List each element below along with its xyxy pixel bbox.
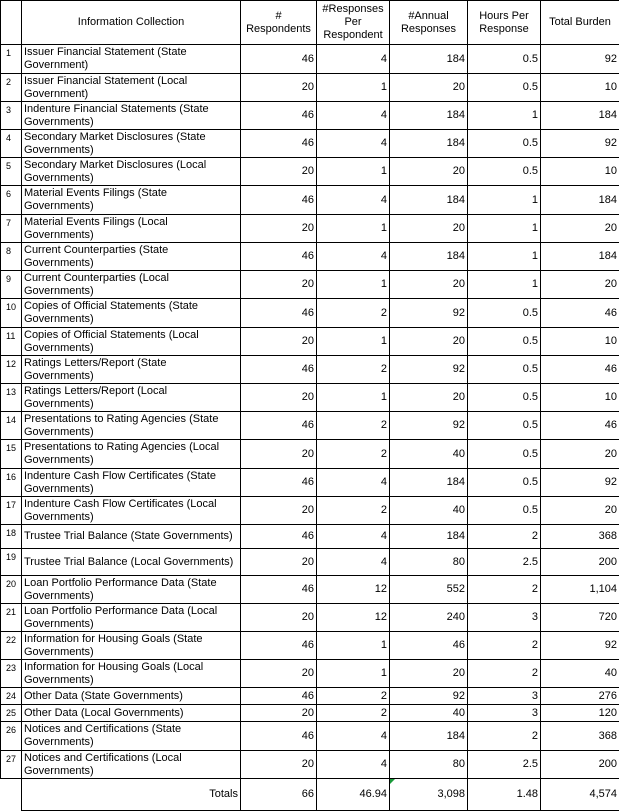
row-annual: 92 bbox=[390, 299, 468, 328]
row-annual: 552 bbox=[390, 576, 468, 604]
row-respondents: 46 bbox=[241, 102, 317, 130]
row-burden: 92 bbox=[541, 130, 619, 158]
row-hours: 2 bbox=[468, 660, 541, 688]
corner-cell bbox=[1, 1, 22, 45]
row-annual: 184 bbox=[390, 130, 468, 158]
row-hours: 0.5 bbox=[468, 497, 541, 525]
table-row bbox=[1, 130, 619, 158]
header-respondents: # Respondents bbox=[241, 1, 317, 45]
row-number: 26 bbox=[1, 722, 22, 751]
row-responses-per: 1 bbox=[317, 74, 390, 102]
row-label: Indenture Financial Statements (State Governments) bbox=[22, 102, 241, 130]
row-annual: 184 bbox=[390, 45, 468, 74]
row-respondents: 46 bbox=[241, 45, 317, 74]
row-number: 27 bbox=[1, 751, 22, 779]
row-responses-per: 2 bbox=[317, 705, 390, 722]
row-number: 16 bbox=[1, 469, 22, 497]
row-responses-per: 4 bbox=[317, 751, 390, 779]
row-respondents: 46 bbox=[241, 243, 317, 271]
row-responses-per: 12 bbox=[317, 604, 390, 632]
row-annual: 92 bbox=[390, 356, 468, 384]
table-row bbox=[1, 722, 619, 751]
row-annual: 20 bbox=[390, 158, 468, 186]
row-responses-per: 4 bbox=[317, 243, 390, 271]
row-number: 20 bbox=[1, 576, 22, 604]
row-burden: 10 bbox=[541, 74, 619, 102]
row-respondents: 20 bbox=[241, 549, 317, 576]
table-row bbox=[1, 705, 619, 722]
row-respondents: 20 bbox=[241, 751, 317, 779]
row-annual: 46 bbox=[390, 632, 468, 660]
table-row bbox=[1, 751, 619, 779]
table-row bbox=[1, 576, 619, 604]
row-annual: 20 bbox=[390, 74, 468, 102]
row-responses-per: 4 bbox=[317, 722, 390, 751]
row-hours: 0.5 bbox=[468, 299, 541, 328]
row-responses-per: 2 bbox=[317, 412, 390, 440]
row-label: Copies of Official Statements (Local Governments) bbox=[22, 328, 241, 356]
row-number: 23 bbox=[1, 660, 22, 688]
row-burden: 184 bbox=[541, 186, 619, 215]
row-number: 18 bbox=[1, 525, 22, 549]
row-hours: 0.5 bbox=[468, 328, 541, 356]
row-annual: 40 bbox=[390, 705, 468, 722]
table-row bbox=[1, 45, 619, 74]
row-responses-per: 4 bbox=[317, 130, 390, 158]
row-respondents: 46 bbox=[241, 186, 317, 215]
row-hours: 0.5 bbox=[468, 130, 541, 158]
row-number: 4 bbox=[1, 130, 22, 158]
row-responses-per: 1 bbox=[317, 328, 390, 356]
row-burden: 20 bbox=[541, 271, 619, 299]
row-number: 21 bbox=[1, 604, 22, 632]
row-burden: 20 bbox=[541, 440, 619, 469]
row-label: Presentations to Rating Agencies (Local Governments) bbox=[22, 440, 241, 469]
row-responses-per: 1 bbox=[317, 632, 390, 660]
row-label: Presentations to Rating Agencies (State Governments) bbox=[22, 412, 241, 440]
row-annual: 20 bbox=[390, 271, 468, 299]
row-respondents: 46 bbox=[241, 299, 317, 328]
table-row bbox=[1, 158, 619, 186]
row-label: Loan Portfolio Performance Data (Local Governments) bbox=[22, 604, 241, 632]
row-respondents: 20 bbox=[241, 158, 317, 186]
row-responses-per: 2 bbox=[317, 688, 390, 705]
totals-annual bbox=[390, 779, 468, 811]
row-responses-per: 1 bbox=[317, 271, 390, 299]
row-burden: 1,104 bbox=[541, 576, 619, 604]
row-hours: 1 bbox=[468, 186, 541, 215]
row-number: 5 bbox=[1, 158, 22, 186]
row-annual: 92 bbox=[390, 688, 468, 705]
row-respondents: 46 bbox=[241, 688, 317, 705]
header-annual-responses: #Annual Responses bbox=[390, 1, 468, 45]
row-annual: 184 bbox=[390, 186, 468, 215]
row-number: 7 bbox=[1, 215, 22, 243]
totals-respondents: 66 bbox=[241, 779, 317, 811]
row-annual: 20 bbox=[390, 215, 468, 243]
row-hours: 2.5 bbox=[468, 549, 541, 576]
row-hours: 0.5 bbox=[468, 356, 541, 384]
row-annual: 40 bbox=[390, 497, 468, 525]
totals-row bbox=[1, 779, 619, 811]
row-annual: 80 bbox=[390, 751, 468, 779]
row-respondents: 20 bbox=[241, 74, 317, 102]
row-respondents: 46 bbox=[241, 525, 317, 549]
row-responses-per: 2 bbox=[317, 497, 390, 525]
row-hours: 2.5 bbox=[468, 751, 541, 779]
table-row bbox=[1, 215, 619, 243]
row-annual: 184 bbox=[390, 722, 468, 751]
row-label: Material Events Filings (State Governments) bbox=[22, 186, 241, 215]
row-label: Copies of Official Statements (State Governments) bbox=[22, 299, 241, 328]
row-burden: 92 bbox=[541, 469, 619, 497]
row-hours: 2 bbox=[468, 525, 541, 549]
row-hours: 2 bbox=[468, 722, 541, 751]
row-hours: 0.5 bbox=[468, 45, 541, 74]
table-body bbox=[1, 45, 619, 779]
row-label: Information for Housing Goals (State Governments) bbox=[22, 632, 241, 660]
row-label: Indenture Cash Flow Certificates (State Governments) bbox=[22, 469, 241, 497]
row-label: Other Data (Local Governments) bbox=[22, 705, 241, 722]
table-row bbox=[1, 384, 619, 412]
row-responses-per: 4 bbox=[317, 186, 390, 215]
row-hours: 1 bbox=[468, 271, 541, 299]
table-row bbox=[1, 412, 619, 440]
row-annual: 184 bbox=[390, 525, 468, 549]
row-respondents: 20 bbox=[241, 660, 317, 688]
row-burden: 92 bbox=[541, 45, 619, 74]
row-burden: 184 bbox=[541, 243, 619, 271]
row-number: 15 bbox=[1, 440, 22, 469]
row-label: Secondary Market Disclosures (State Governments) bbox=[22, 130, 241, 158]
row-label: Information for Housing Goals (Local Governments) bbox=[22, 660, 241, 688]
row-responses-per: 1 bbox=[317, 384, 390, 412]
row-label: Secondary Market Disclosures (Local Governments) bbox=[22, 158, 241, 186]
header-row bbox=[1, 1, 619, 45]
row-hours: 0.5 bbox=[468, 74, 541, 102]
row-burden: 368 bbox=[541, 525, 619, 549]
totals-label: Totals bbox=[22, 779, 241, 811]
table-row bbox=[1, 186, 619, 215]
table-row bbox=[1, 549, 619, 576]
row-responses-per: 4 bbox=[317, 102, 390, 130]
row-label: Current Counterparties (State Governments) bbox=[22, 243, 241, 271]
row-number: 8 bbox=[1, 243, 22, 271]
row-number: 9 bbox=[1, 271, 22, 299]
row-responses-per: 2 bbox=[317, 440, 390, 469]
row-annual: 184 bbox=[390, 469, 468, 497]
row-respondents: 46 bbox=[241, 356, 317, 384]
row-respondents: 20 bbox=[241, 705, 317, 722]
row-burden: 200 bbox=[541, 751, 619, 779]
row-burden: 40 bbox=[541, 660, 619, 688]
row-number: 1 bbox=[1, 45, 22, 74]
table-row bbox=[1, 74, 619, 102]
row-number: 22 bbox=[1, 632, 22, 660]
row-hours: 3 bbox=[468, 705, 541, 722]
row-respondents: 20 bbox=[241, 271, 317, 299]
row-responses-per: 2 bbox=[317, 356, 390, 384]
row-respondents: 46 bbox=[241, 722, 317, 751]
row-hours: 2 bbox=[468, 632, 541, 660]
row-burden: 92 bbox=[541, 632, 619, 660]
row-annual: 20 bbox=[390, 660, 468, 688]
row-respondents: 20 bbox=[241, 215, 317, 243]
row-annual: 80 bbox=[390, 549, 468, 576]
header-responses-per-respondent: #Responses Per Respondent bbox=[317, 1, 390, 45]
row-number: 12 bbox=[1, 356, 22, 384]
row-label: Other Data (State Governments) bbox=[22, 688, 241, 705]
row-burden: 276 bbox=[541, 688, 619, 705]
row-label: Issuer Financial Statement (State Government) bbox=[22, 45, 241, 74]
row-burden: 46 bbox=[541, 412, 619, 440]
totals-responses-per: 46.94 bbox=[317, 779, 390, 811]
row-annual: 92 bbox=[390, 412, 468, 440]
row-hours: 1 bbox=[468, 215, 541, 243]
row-number: 14 bbox=[1, 412, 22, 440]
totals-hours: 1.48 bbox=[468, 779, 541, 811]
row-responses-per: 1 bbox=[317, 215, 390, 243]
row-responses-per: 4 bbox=[317, 525, 390, 549]
row-respondents: 20 bbox=[241, 384, 317, 412]
row-annual: 20 bbox=[390, 384, 468, 412]
row-label: Notices and Certifications (Local Governments) bbox=[22, 751, 241, 779]
row-label: Ratings Letters/Report (State Governments) bbox=[22, 356, 241, 384]
table-row bbox=[1, 688, 619, 705]
row-hours: 0.5 bbox=[468, 384, 541, 412]
row-burden: 10 bbox=[541, 158, 619, 186]
row-label: Trustee Trial Balance (State Governments) bbox=[22, 525, 241, 549]
table-row bbox=[1, 469, 619, 497]
row-hours: 0.5 bbox=[468, 440, 541, 469]
row-annual: 184 bbox=[390, 102, 468, 130]
table-row bbox=[1, 102, 619, 130]
row-label: Issuer Financial Statement (Local Government) bbox=[22, 74, 241, 102]
row-label: Ratings Letters/Report (Local Governments) bbox=[22, 384, 241, 412]
row-label: Notices and Certifications (State Governments) bbox=[22, 722, 241, 751]
row-number: 6 bbox=[1, 186, 22, 215]
table-row bbox=[1, 632, 619, 660]
row-hours: 0.5 bbox=[468, 469, 541, 497]
row-burden: 46 bbox=[541, 299, 619, 328]
row-respondents: 20 bbox=[241, 328, 317, 356]
row-label: Indenture Cash Flow Certificates (Local Governments) bbox=[22, 497, 241, 525]
row-burden: 46 bbox=[541, 356, 619, 384]
row-label: Material Events Filings (Local Governments) bbox=[22, 215, 241, 243]
row-number: 25 bbox=[1, 705, 22, 722]
row-burden: 20 bbox=[541, 497, 619, 525]
row-responses-per: 4 bbox=[317, 469, 390, 497]
row-responses-per: 4 bbox=[317, 549, 390, 576]
row-respondents: 20 bbox=[241, 497, 317, 525]
row-number: 11 bbox=[1, 328, 22, 356]
row-respondents: 46 bbox=[241, 576, 317, 604]
table-row bbox=[1, 328, 619, 356]
row-responses-per: 1 bbox=[317, 158, 390, 186]
row-hours: 3 bbox=[468, 604, 541, 632]
table-row bbox=[1, 356, 619, 384]
table-row bbox=[1, 660, 619, 688]
table-row bbox=[1, 525, 619, 549]
row-hours: 0.5 bbox=[468, 412, 541, 440]
row-annual: 40 bbox=[390, 440, 468, 469]
totals-burden: 4,574 bbox=[541, 779, 619, 811]
row-respondents: 20 bbox=[241, 604, 317, 632]
row-label: Trustee Trial Balance (Local Governments) bbox=[22, 549, 241, 576]
row-number: 3 bbox=[1, 102, 22, 130]
row-annual: 184 bbox=[390, 243, 468, 271]
row-burden: 184 bbox=[541, 102, 619, 130]
table-row bbox=[1, 299, 619, 328]
row-burden: 368 bbox=[541, 722, 619, 751]
table-row bbox=[1, 271, 619, 299]
row-burden: 20 bbox=[541, 215, 619, 243]
row-burden: 200 bbox=[541, 549, 619, 576]
header-information-collection: Information Collection bbox=[22, 1, 241, 45]
row-annual: 20 bbox=[390, 328, 468, 356]
row-burden: 720 bbox=[541, 604, 619, 632]
comment-marker-icon bbox=[390, 779, 395, 784]
table-row bbox=[1, 440, 619, 469]
row-annual: 240 bbox=[390, 604, 468, 632]
totals-blank-cell bbox=[1, 779, 22, 811]
row-responses-per: 1 bbox=[317, 660, 390, 688]
header-hours-per-response: Hours Per Response bbox=[468, 1, 541, 45]
row-responses-per: 12 bbox=[317, 576, 390, 604]
row-number: 24 bbox=[1, 688, 22, 705]
row-hours: 0.5 bbox=[468, 158, 541, 186]
row-number: 19 bbox=[1, 549, 22, 576]
row-hours: 3 bbox=[468, 688, 541, 705]
table-row bbox=[1, 243, 619, 271]
row-hours: 1 bbox=[468, 102, 541, 130]
row-responses-per: 2 bbox=[317, 299, 390, 328]
row-label: Loan Portfolio Performance Data (State Governments) bbox=[22, 576, 241, 604]
table-row bbox=[1, 497, 619, 525]
row-responses-per: 4 bbox=[317, 45, 390, 74]
header-total-burden: Total Burden bbox=[541, 1, 619, 45]
row-hours: 2 bbox=[468, 576, 541, 604]
totals-annual-value: 3,098 bbox=[437, 788, 465, 800]
row-number: 2 bbox=[1, 74, 22, 102]
row-respondents: 20 bbox=[241, 440, 317, 469]
row-number: 10 bbox=[1, 299, 22, 328]
row-burden: 120 bbox=[541, 705, 619, 722]
row-respondents: 46 bbox=[241, 632, 317, 660]
row-respondents: 46 bbox=[241, 130, 317, 158]
row-number: 13 bbox=[1, 384, 22, 412]
table-row bbox=[1, 604, 619, 632]
row-number: 17 bbox=[1, 497, 22, 525]
row-burden: 10 bbox=[541, 328, 619, 356]
row-burden: 10 bbox=[541, 384, 619, 412]
row-hours: 1 bbox=[468, 243, 541, 271]
row-respondents: 46 bbox=[241, 469, 317, 497]
row-respondents: 46 bbox=[241, 412, 317, 440]
row-label: Current Counterparties (Local Governments) bbox=[22, 271, 241, 299]
